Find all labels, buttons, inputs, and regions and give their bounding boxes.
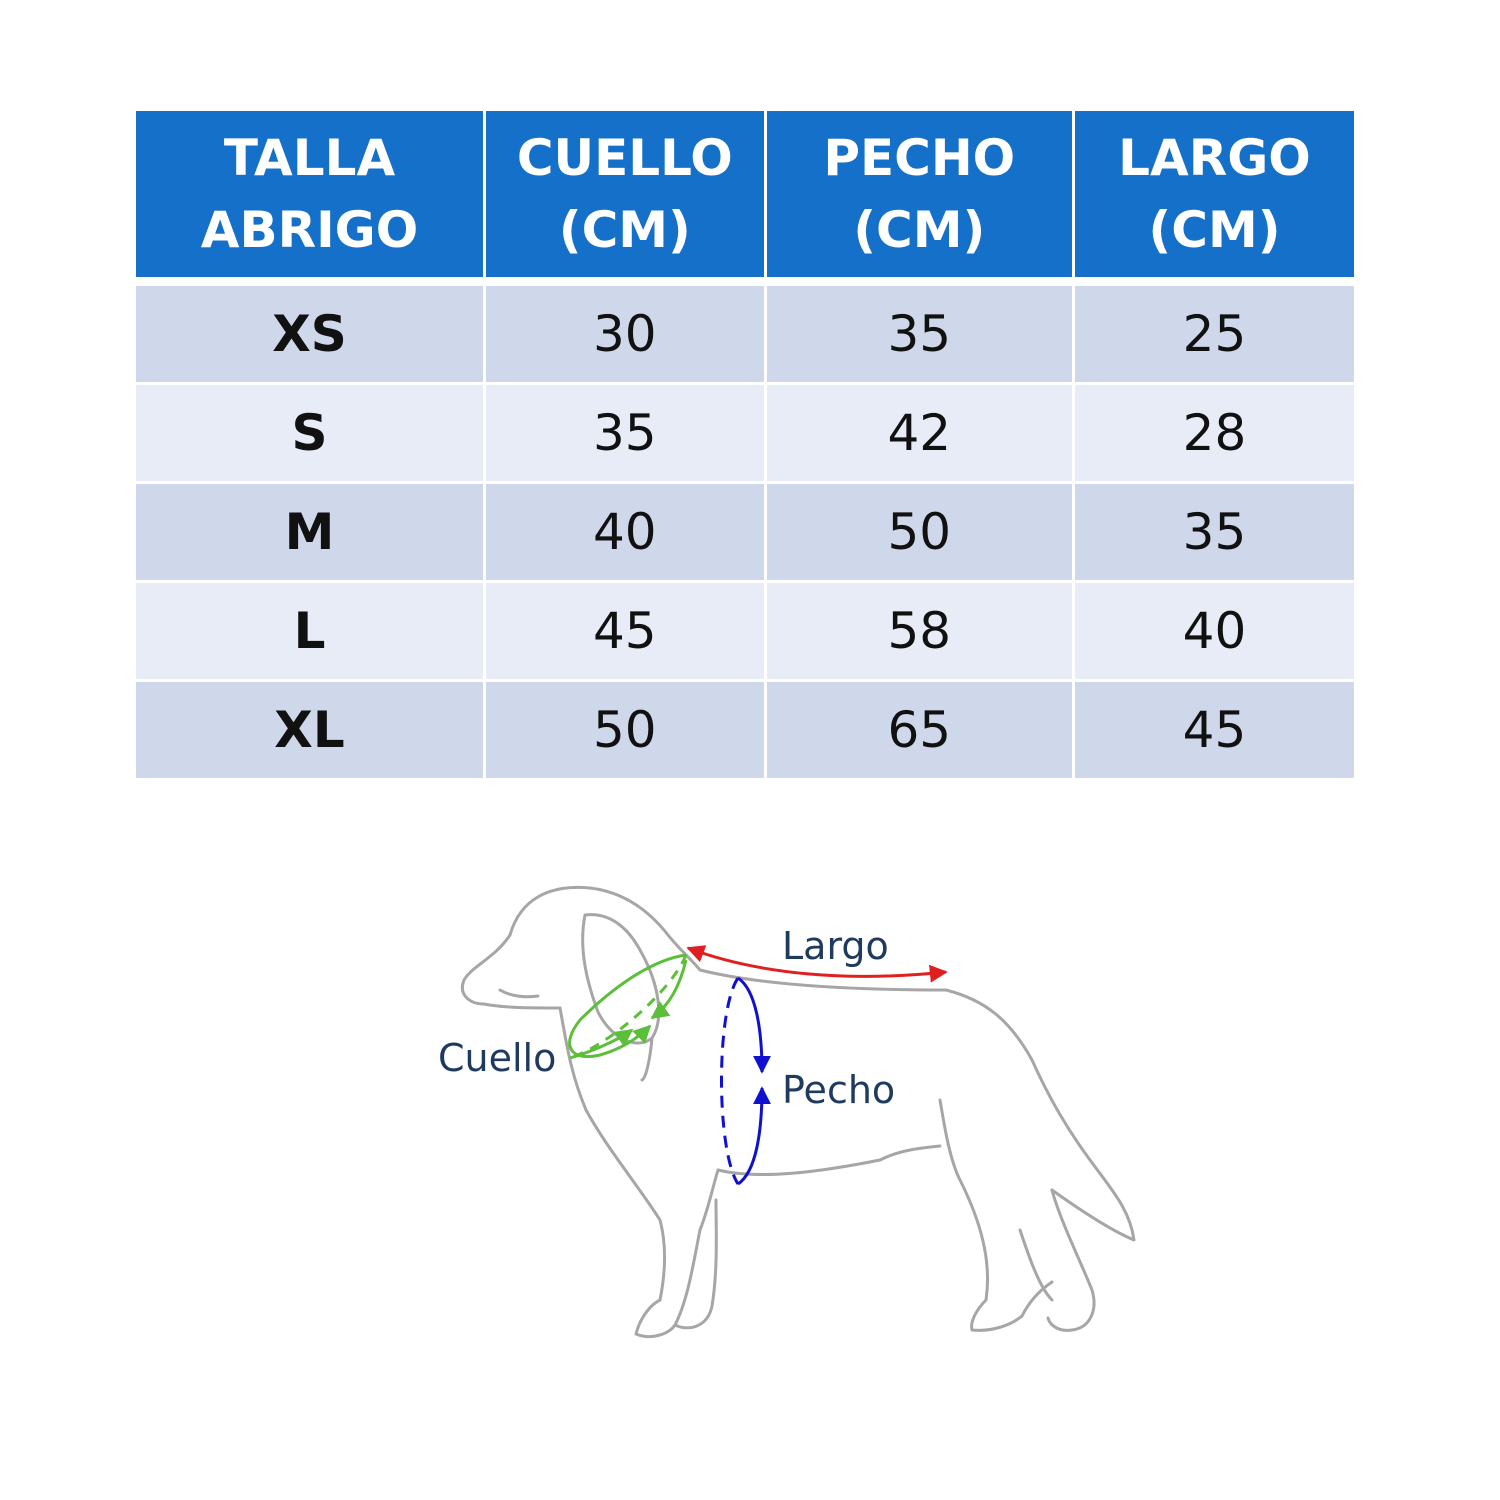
- header-cuello: CUELLO (CM): [486, 111, 767, 286]
- size-cell: XS: [136, 286, 486, 385]
- cuello-cell: 35: [486, 385, 767, 484]
- cuello-cell: 50: [486, 682, 767, 778]
- cuello-label: Cuello: [438, 1036, 557, 1080]
- largo-cell: 40: [1075, 583, 1354, 682]
- header-pecho: PECHO (CM): [767, 111, 1075, 286]
- pecho-cell: 50: [767, 484, 1075, 583]
- largo-cell: 28: [1075, 385, 1354, 484]
- pecho-label: Pecho: [782, 1068, 896, 1112]
- header-largo: LARGO (CM): [1075, 111, 1354, 286]
- size-cell: XL: [136, 682, 486, 778]
- cuello-cell: 45: [486, 583, 767, 682]
- header-talla-abrigo: TALLA ABRIGO: [136, 111, 486, 286]
- pecho-cell: 42: [767, 385, 1075, 484]
- largo-cell: 35: [1075, 484, 1354, 583]
- size-cell: S: [136, 385, 486, 484]
- pecho-cell: 58: [767, 583, 1075, 682]
- size-cell: M: [136, 484, 486, 583]
- pecho-ring-icon: [722, 978, 763, 1184]
- largo-label: Largo: [782, 924, 889, 968]
- largo-cell: 45: [1075, 682, 1354, 778]
- cuello-cell: 40: [486, 484, 767, 583]
- cuello-cell: 30: [486, 286, 767, 385]
- pecho-cell: 65: [767, 682, 1075, 778]
- size-cell: L: [136, 583, 486, 682]
- pecho-cell: 35: [767, 286, 1075, 385]
- largo-cell: 25: [1075, 286, 1354, 385]
